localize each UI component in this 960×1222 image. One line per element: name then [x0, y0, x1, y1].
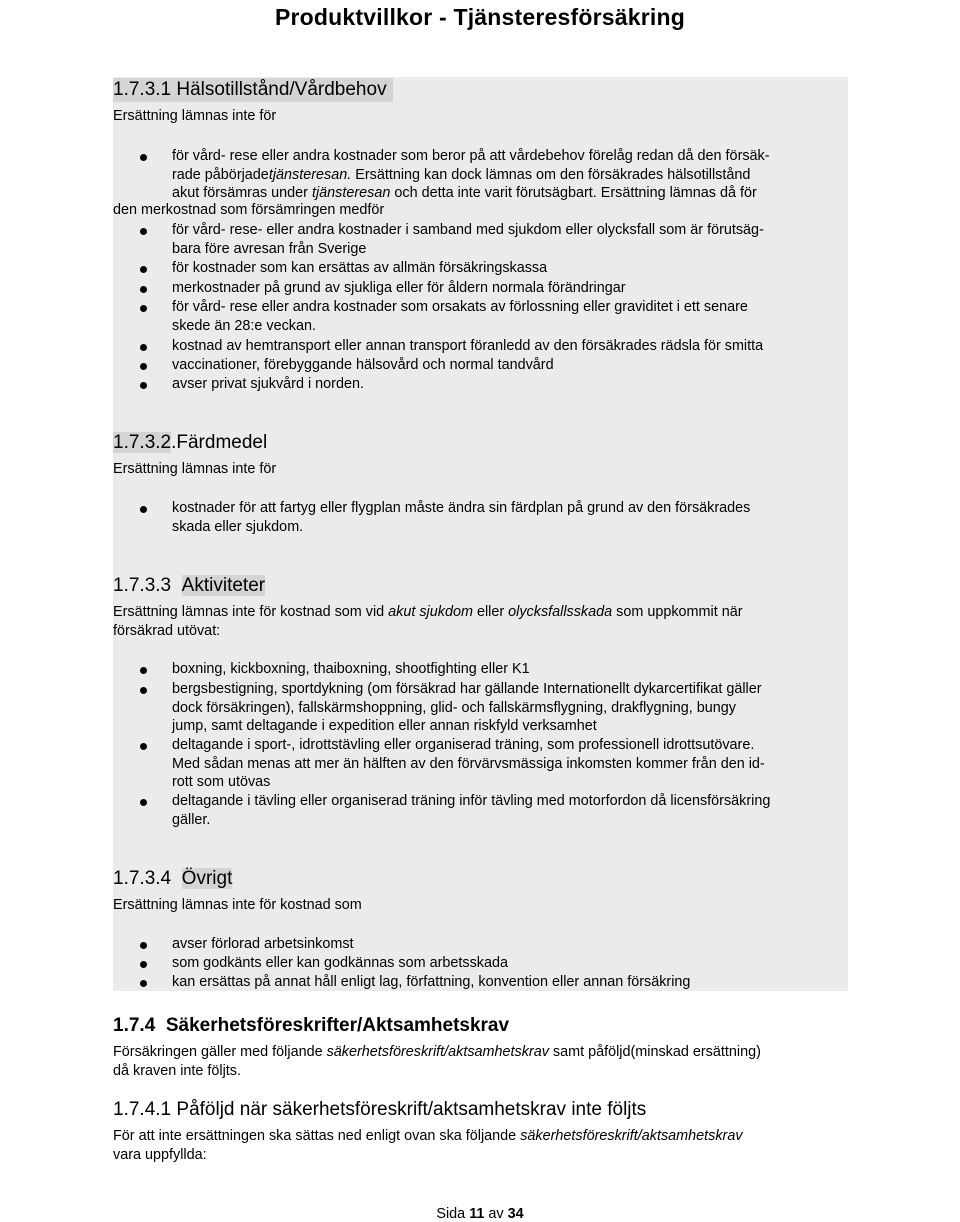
bullet-icon	[140, 154, 147, 161]
bullet-icon	[140, 286, 147, 293]
footer-page-number: 11	[469, 1206, 485, 1222]
list-item: boxning, kickboxning, thaiboxning, shootfighting eller K1	[140, 660, 530, 679]
list-item: deltagande i sport-, idrottstävling eller organiserad träning, som professionell idrottsutövare. Med sådan menas att mer än hälften av den förvärvsmässiga inkomsten kommer från den id- rott som utövas	[140, 736, 765, 792]
section-heading	[113, 574, 265, 598]
footer-av-label: av	[488, 1206, 504, 1222]
page-footer	[0, 1206, 960, 1222]
list-item: merkostnader på grund av sjukliga eller för åldern normala förändringar	[140, 279, 626, 298]
section-paragraph: För att inte ersättningen ska sättas ned enligt ovan ska följande säkerhetsföreskrift/aktsamhetskrav vara uppfyllda:	[113, 1128, 743, 1163]
bullet-icon	[140, 942, 147, 949]
bullet-icon	[140, 228, 147, 235]
list-item: för vård- rese eller andra kostnader som orsakats av förlossning eller graviditet i ett senare skede än 28:e veckan.	[140, 298, 748, 335]
section-title: Säkerhetsföreskrifter/Aktsamhetskrav	[165, 1015, 510, 1036]
list-item: för vård- rese eller andra kostnader som beror på att vårdebehov förelåg redan då den försäk- rade påbörjadetjänsteresan. Ersättning kan dock lämnas om den försäkrades hälsotillstånd akut försämras under tjänsteresan och detta inte varit förutsägbart. Ersättning lämnas då för	[140, 147, 770, 203]
page-title: Produktvillkor - Tjänsteresförsäkring	[274, 4, 685, 30]
list-item: avser privat sjukvård i norden.	[140, 375, 364, 394]
section-number: 1.7.4	[113, 1015, 156, 1036]
section-intro: Ersättning lämnas inte för kostnad som	[113, 897, 362, 913]
section-title: Aktiviteter	[181, 575, 266, 596]
list-item: för kostnader som kan ersättas av allmän försäkringskassa	[140, 259, 547, 278]
bullet-icon	[140, 266, 147, 273]
bullet-icon	[140, 687, 147, 694]
section-heading	[113, 867, 232, 891]
section-number: 1.7.3.2	[113, 432, 172, 453]
section-heading	[113, 431, 267, 455]
footer-total-pages: 34	[507, 1206, 524, 1222]
section-number: 1.7.3.3	[113, 575, 172, 596]
list-item: bergsbestigning, sportdykning (om försäkrad har gällande Internationellt dykarcertifikat gäller dock försäkringen), fallskärmshoppning, glid- och fallskärmsflygning, drakflygning, bungy jump, samt deltagande i expedition eller annan riskfyld verksamhet	[140, 680, 762, 736]
bullet-icon	[140, 305, 147, 312]
section-heading	[113, 1014, 509, 1038]
list-item: kostnad av hemtransport eller annan transport föranledd av den försäkrades rädsla för smitta	[140, 337, 763, 356]
list-item: vaccinationer, förebyggande hälsovård och normal tandvård	[140, 356, 554, 375]
section-title: Hälsotillstånd/Vårdbehov	[176, 79, 387, 100]
list-item: som godkänts eller kan godkännas som arbetsskada	[140, 954, 508, 973]
bullet-icon	[140, 506, 147, 513]
section-paragraph: Försäkringen gäller med följande säkerhetsföreskrift/aktsamhetskrav samt påföljd(minskad ersättning) då kraven inte följts.	[113, 1044, 761, 1079]
list-item: kan ersättas på annat håll enligt lag, författning, konvention eller annan försäkring	[140, 973, 690, 992]
section-title: Övrigt	[181, 868, 233, 889]
list-item: för vård- rese- eller andra kostnader i samband med sjukdom eller olycksfall som är förutsäg- bara före avresan från Sverige	[140, 221, 764, 258]
section-number: 1.7.3.4	[113, 868, 172, 889]
section-intro: Ersättning lämnas inte för kostnad som vid akut sjukdom eller olycksfallsskada som uppkommit när försäkrad utövat:	[113, 604, 743, 639]
list-item: deltagande i tävling eller organiserad träning inför tävling med motorfordon då licensförsäkring gäller.	[140, 792, 770, 829]
section-title: .Färdmedel	[171, 432, 268, 453]
section-intro: Ersättning lämnas inte för	[113, 108, 277, 124]
section-intro: Ersättning lämnas inte för	[113, 461, 277, 477]
bullet-icon	[140, 382, 147, 389]
section-heading	[113, 1098, 646, 1122]
list-item: avser förlorad arbetsinkomst	[140, 935, 354, 954]
bullet-icon	[140, 980, 147, 987]
section-number: 1.7.3.1	[113, 79, 172, 100]
section-number: 1.7.4.1	[113, 1099, 172, 1120]
footer-sida-label: Sida	[436, 1206, 466, 1222]
bullet-icon	[140, 667, 147, 674]
bullet-icon	[140, 743, 147, 750]
bullet-icon	[140, 799, 147, 806]
bullet-icon	[140, 961, 147, 968]
bullet-icon	[140, 344, 147, 351]
section-title: Påföljd när säkerhetsföreskrift/aktsamhetskrav inte följts	[176, 1099, 647, 1120]
list-continuation: den merkostnad som försämringen medför	[113, 202, 385, 218]
list-item: kostnader för att fartyg eller flygplan måste ändra sin färdplan på grund av den försäkrades skada eller sjukdom.	[140, 499, 750, 536]
section-heading	[113, 78, 393, 102]
bullet-icon	[140, 363, 147, 370]
